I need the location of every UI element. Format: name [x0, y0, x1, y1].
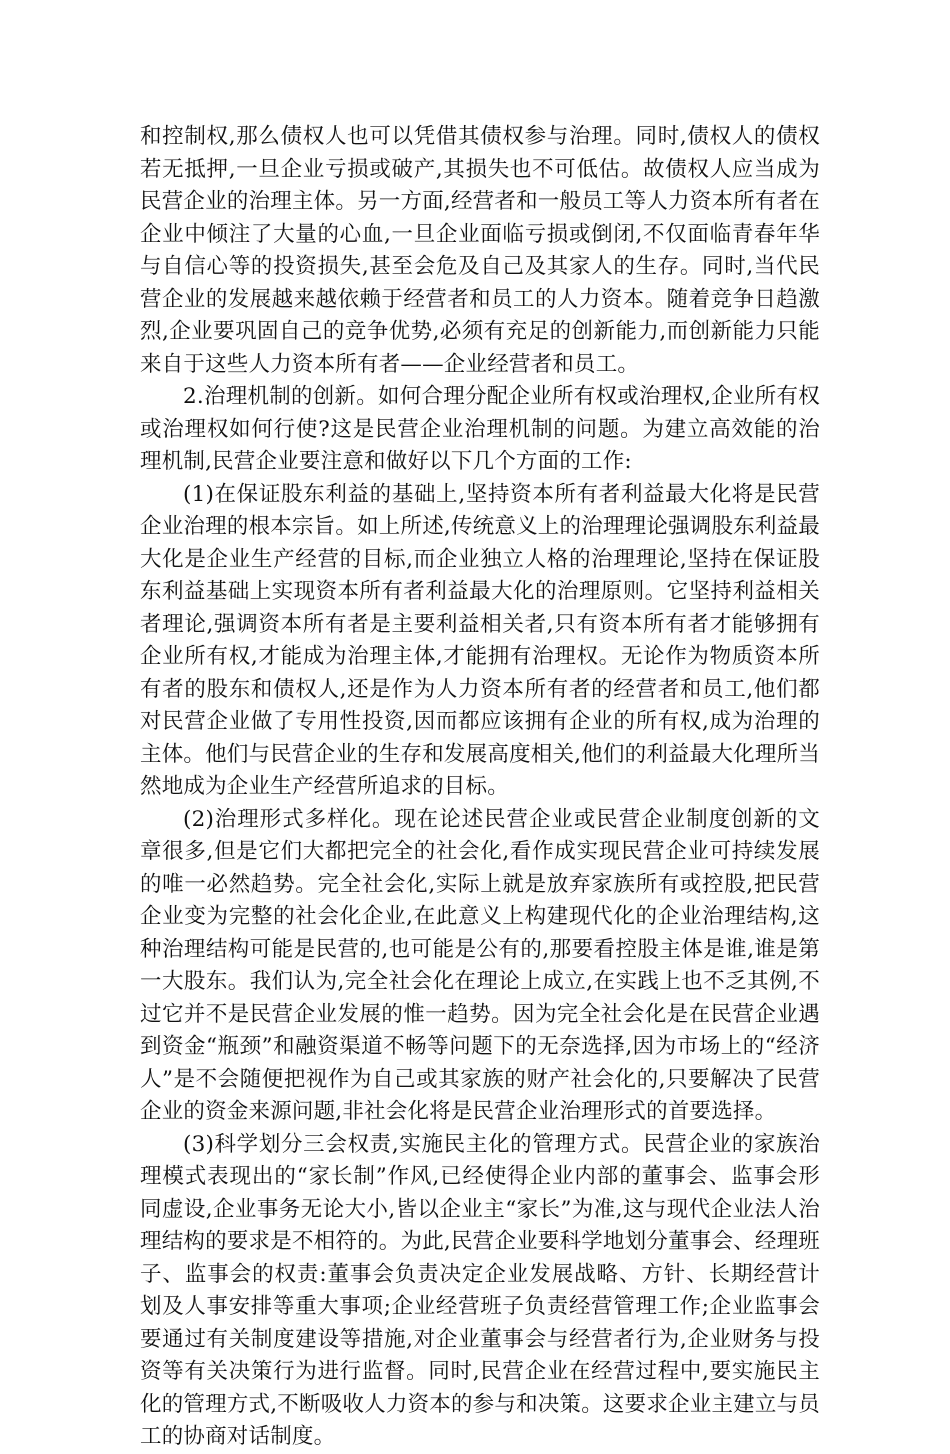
body-paragraph-1: 和控制权,那么债权人也可以凭借其债权参与治理。同时,债权人的债权若无抵押,一旦企业亏损或破产,其损失也不可低估。故债权人应当成为民营企业的治理主体。另一方面,经营者和一般员工等人力资本所有者在企业中倾注了大量的心血,一旦企业面临亏损或倒闭,不仅面临青春年华与自信心等的投资损失,甚至会危及自己及其家人的生存。同时,当代民营企业的发展越来越依赖于经营者和员工的人力资本。随着竞争日趋激烈,企业要巩固自己的竞争优势,必须有充足的创新能力,而创新能力只能来自于这些人力资本所有者——企业经营者和员工。 [140, 124, 820, 377]
document-page [140, 121, 820, 1454]
body-paragraph-3: (1)在保证股东利益的基础上,坚持资本所有者利益最大化将是民营企业治理的根本宗旨。如上所述,传统意义上的治理理论强调股东利益最大化是企业生产经营的目标,而企业独立人格的治理理论,坚持在保证股东利益基础上实现资本所有者利益最大化的治理原则。它坚持利益相关者理论,强调资本所有者是主要利益相关者,只有资本所有者才能够拥有企业所有权,才能成为治理主体,才能拥有治理权。无论作为物质资本所有者的股东和债权人,还是作为人力资本所有者的经营者和员工,他们都对民营企业做了专用性投资,因而都应该拥有企业的所有权,成为治理的主体。他们与民营企业的生存和发展高度相关,他们的利益最大化理所当然地成为企业生产经营所追求的目标。 [140, 481, 820, 799]
body-paragraph-2: 2.治理机制的创新。如何合理分配企业所有权或治理权,企业所有权或治理权如何行使?这是民营企业治理机制的问题。为建立高效能的治理机制,民营企业要注意和做好以下几个方面的工作: [140, 384, 820, 474]
body-paragraph-5: (3)科学划分三会权责,实施民主化的管理方式。民营企业的家族治理模式表现出的“家长制”作风,已经使得企业内部的董事会、监事会形同虚设,企业事务无论大小,皆以企业主“家长”为准,这与现代企业法人治理结构的要求是不相符的。为此,民营企业要科学地划分董事会、经理班子、监事会的权责:董事会负责决定企业发展战略、方针、长期经营计划及人事安排等重大事项;企业经营班子负责经营管理工作;企业监事会要通过有关制度建设等措施,对企业董事会与经营者行为,企业财务与投资等有关决策行为进行监督。同时,民营企业在经营过程中,要实施民主化的管理方式,不断吸收人力资本的参与和决策。这要求企业主建立与员工的协商对话制度。 [140, 1131, 820, 1449]
body-paragraph-4: (2)治理形式多样化。现在论述民营企业或民营企业制度创新的文章很多,但是它们大都把完全的社会化,看作成实现民营企业可持续发展的唯一必然趋势。完全社会化,实际上就是放弃家族所有或控股,把民营企业变为完整的社会化企业,在此意义上构建现代化的企业治理结构,这种治理结构可能是民营的,也可能是公有的,那要看控股主体是谁,谁是第一大股东。我们认为,完全社会化在理论上成立,在实践上也不乏其例,不过它并不是民营企业发展的惟一趋势。因为完全社会化是在民营企业遇到资金“瓶颈”和融资渠道不畅等问题下的无奈选择,因为市场上的“经济人”是不会随便把视作为自己或其家族的财产社会化的,只要解决了民营企业的资金来源问题,非社会化将是民营企业治理形式的首要选择。 [140, 806, 820, 1124]
